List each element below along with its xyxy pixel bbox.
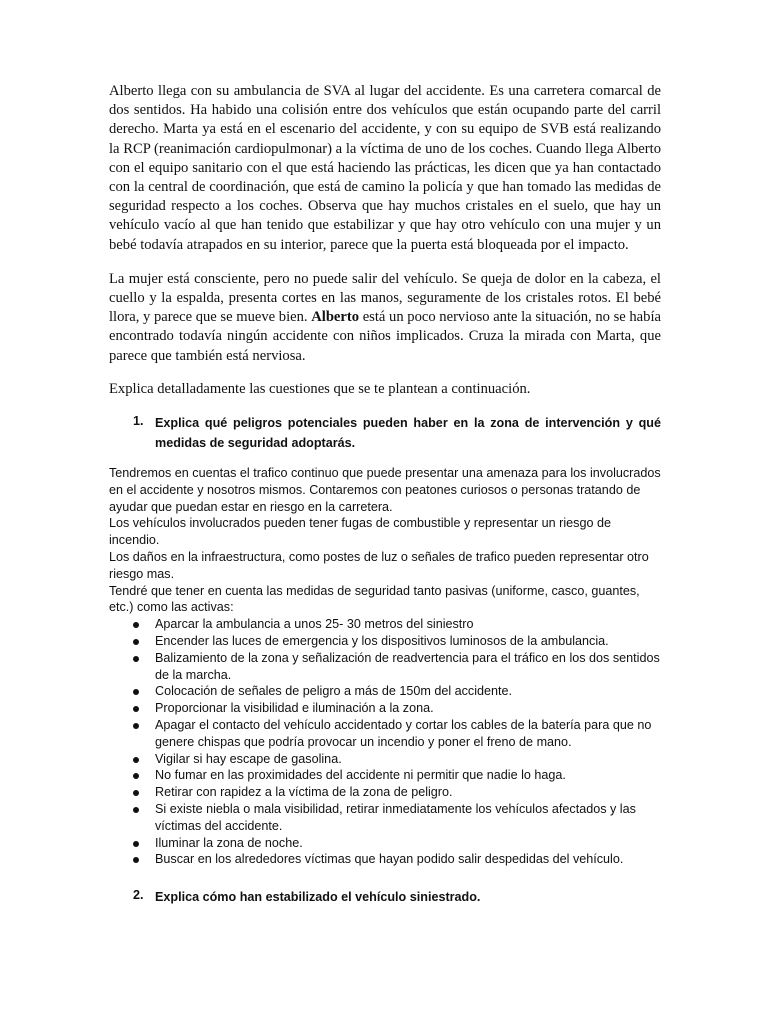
bullet-icon xyxy=(133,757,139,763)
list-item-text: Colocación de señales de peligro a más de 150m del accidente. xyxy=(155,684,513,699)
bullet-icon xyxy=(133,639,139,645)
list-item-text: Proporcionar la visibilidad e iluminación a la zona. xyxy=(155,701,434,716)
bullet-icon xyxy=(133,841,139,847)
bullet-icon xyxy=(133,689,139,695)
bullet-icon xyxy=(133,807,139,813)
question-2-text: Explica cómo han estabilizado el vehículo siniestrado. xyxy=(155,890,481,905)
list-item xyxy=(109,616,661,633)
question-1 xyxy=(109,413,661,453)
list-item xyxy=(109,633,661,650)
list-item xyxy=(109,650,661,684)
paragraph-2-text-before: La mujer está consciente, pero no puede salir del vehículo. Se queja de dolor en la cabeza, el cuello y la espalda, presenta cortes en las manos, seguramente de los cristales rotos. El bebé llora, y parece que se mueve bien. xyxy=(109,270,661,326)
list-item-text: Apagar el contacto del vehículo accidentado y cortar los cables de la batería para que no genere chispas que podría provocar un incendio y poner el freno de mano. xyxy=(155,718,652,749)
answer-1-line-3: Los daños en la infraestructura, como postes de luz o señales de trafico pueden representar otro riesgo mas. xyxy=(109,550,649,581)
list-item xyxy=(109,851,661,868)
list-item-text: No fumar en las proximidades del accidente ni permitir que nadie lo haga. xyxy=(155,768,566,783)
instructions-paragraph: Explica detalladamente las cuestiones que se te plantean a continuación. xyxy=(109,380,531,397)
paragraph-2-bold-name: Alberto xyxy=(311,309,360,326)
bullet-icon xyxy=(133,723,139,729)
document-page xyxy=(109,82,661,907)
bullet-icon xyxy=(133,790,139,796)
list-item xyxy=(109,801,661,835)
list-item-text: Aparcar la ambulancia a unos 25- 30 metros del siniestro xyxy=(155,617,474,632)
scenario-paragraph-1: Alberto llega con su ambulancia de SVA al lugar del accidente. Es una carretera comarcal de dos sentidos. Ha habido una colisión entre dos vehículos que están ocupando parte del carril derecho. Marta ya está en el escenario del accidente, y con su equipo de SVB está realizando la RCP (reanimación cardiopulmonar) a la víctima de uno de los coches. Cuando llega Alberto con el equipo sanitario con el que está haciendo las prácticas, les dicen que ya han contactado con la central de coordinación, que está de camino la policía y que han tomado las medidas de seguridad respecto a los coches. Observa que hay muchos cristales en el suelo, que hay un vehículo vacío al que han tenido que estabilizar y que hay otro vehículo con una mujer y un bebé todavía atrapados en su interior, parece que la puerta está bloqueada por el impacto. xyxy=(109,83,661,253)
list-item-text: Buscar en los alrededores víctimas que hayan podido salir despedidas del vehículo. xyxy=(155,852,624,867)
bullet-icon xyxy=(133,857,139,863)
answer-1-line-1: Tendremos en cuentas el trafico continuo que puede presentar una amenaza para los involucrados en el accidente y nosotros mismos. Contaremos con peatones curiosos o personas tratando de ayudar que puedan estar en riesgo en la carretera. xyxy=(109,466,661,514)
question-2-number: 2. xyxy=(133,888,144,903)
bullet-icon xyxy=(133,656,139,662)
list-item-text: Iluminar la zona de noche. xyxy=(155,835,303,850)
safety-measures-list xyxy=(109,616,661,868)
answer-1 xyxy=(109,465,661,868)
list-item xyxy=(109,717,661,751)
list-item xyxy=(109,700,661,717)
list-item xyxy=(109,784,661,801)
answer-1-line-2: Los vehículos involucrados pueden tener fugas de combustible y representar un riesgo de incendio. xyxy=(109,516,611,548)
list-item xyxy=(109,767,661,784)
list-item-text: Si existe niebla o mala visibilidad, retirar inmediatamente los vehículos afectados y las víctimas del accidente. xyxy=(155,801,636,833)
list-item xyxy=(109,751,661,768)
scenario-paragraph-2 xyxy=(109,270,661,366)
paragraph-2-text-after: está un poco nervioso ante la situación, no se había encontrado todavía ningún accidente con niños implicados. Cruza la mirada con Marta, que parece que también está nerviosa. xyxy=(109,309,661,364)
answer-1-line-4: Tendré que tener en cuenta las medidas de seguridad tanto pasivas (uniforme, casco, guantes, etc.) como las activas: xyxy=(109,583,640,615)
list-item-text: Retirar con rapidez a la víctima de la zona de peligro. xyxy=(155,785,453,800)
list-item-text: Vigilar si hay escape de gasolina. xyxy=(155,751,342,766)
question-1-text: Explica qué peligros potenciales pueden haber en la zona de intervención y qué medidas de seguridad adoptarás. xyxy=(155,416,661,451)
list-item-text: Balizamiento de la zona y señalización de readvertencia para el tráfico en los dos sentidos de la marcha. xyxy=(155,650,660,682)
list-item-text: Encender las luces de emergencia y los dispositivos luminosos de la ambulancia. xyxy=(155,634,609,649)
bullet-icon xyxy=(133,706,139,712)
list-item xyxy=(109,683,661,700)
bullet-icon xyxy=(133,622,139,628)
question-1-number: 1. xyxy=(133,414,144,429)
list-item xyxy=(109,835,661,852)
question-2 xyxy=(109,887,661,907)
bullet-icon xyxy=(133,773,139,779)
